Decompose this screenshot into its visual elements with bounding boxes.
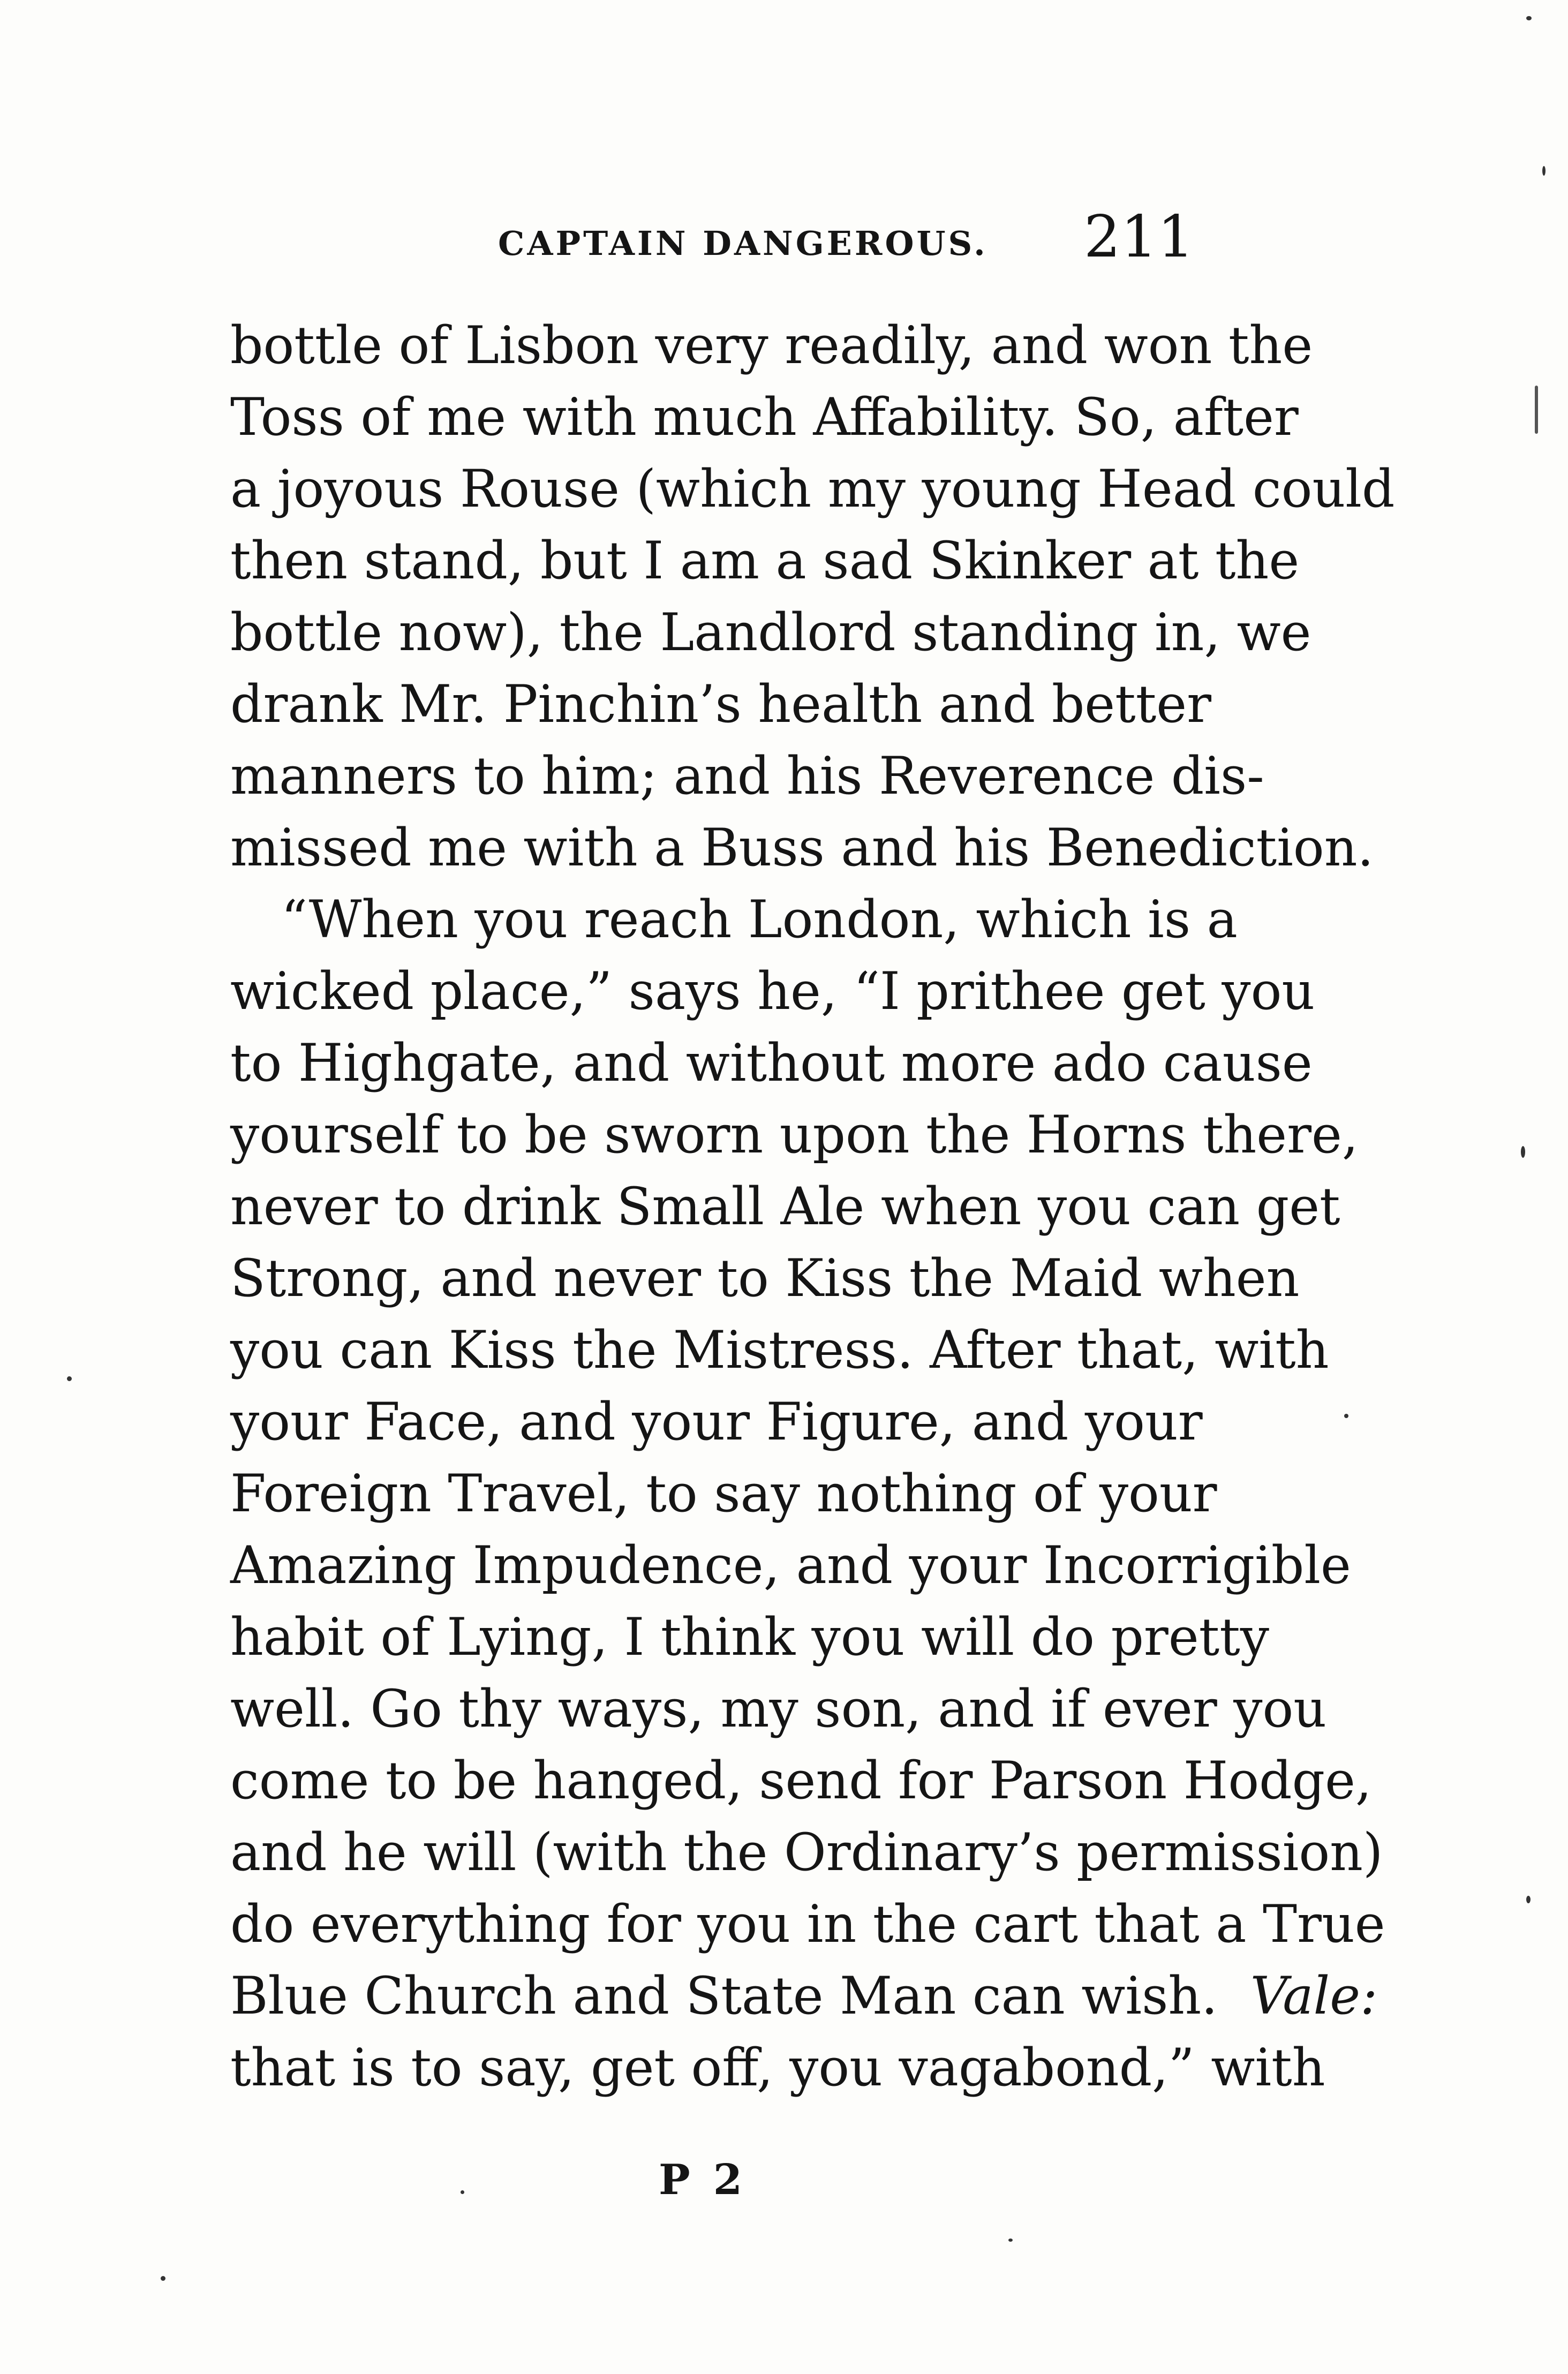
- text-line: wicked place,” says he, “I prithee get you: [230, 961, 1315, 1021]
- paper-speck: [461, 2190, 464, 2194]
- text-line: bottle now), the Landlord standing in, we: [230, 602, 1311, 662]
- text-line: your Face, and your Figure, and your: [230, 1392, 1203, 1452]
- paper-speck: [1526, 1896, 1531, 1903]
- text-line: Toss of me with much Affability. So, after: [230, 387, 1299, 447]
- text-line: then stand, but I am a sad Skinker at the: [230, 531, 1300, 591]
- paper-speck: [161, 2276, 165, 2281]
- paper-speck: [1008, 2239, 1013, 2242]
- italic-word-vale: Vale:: [1250, 1966, 1378, 2026]
- text-line: do everything for you in the cart that a True: [230, 1894, 1385, 1954]
- text-line: you can Kiss the Mistress. After that, with: [230, 1320, 1329, 1380]
- page-number: 211: [1083, 204, 1194, 270]
- paper-speck: [1535, 386, 1538, 434]
- running-head-title: CAPTAIN DANGEROUS.: [498, 224, 988, 263]
- text-line: yourself to be sworn upon the Horns there,: [230, 1105, 1359, 1165]
- text-line: that is to say, get off, you vagabond,” with: [230, 2038, 1325, 2098]
- paper-speck: [1526, 16, 1532, 20]
- text-line: well. Go thy ways, my son, and if ever you: [230, 1679, 1327, 1739]
- text-line: a joyous Rouse (which my young Head could: [230, 459, 1395, 519]
- text-line: habit of Lying, I think you will do pretty: [230, 1607, 1270, 1667]
- text-line: to Highgate, and without more ado cause: [230, 1033, 1313, 1093]
- paper-speck: [1344, 1414, 1348, 1418]
- text-line: come to be hanged, send for Parson Hodge,: [230, 1751, 1372, 1811]
- text-line: manners to him; and his Reverence dis-: [230, 746, 1264, 806]
- paragraph-first-line: “When you reach London, which is a: [281, 890, 1238, 949]
- text-line: missed me with a Buss and his Benediction.: [230, 818, 1374, 878]
- text-line: bottle of Lisbon very readily, and won the: [230, 315, 1313, 375]
- paper-speck: [1521, 1146, 1525, 1158]
- paper-speck: [1542, 166, 1546, 176]
- text-line: Strong, and never to Kiss the Maid when: [230, 1248, 1300, 1308]
- text-line-main: Blue Church and State Man can wish.: [230, 1966, 1218, 2026]
- running-head: [230, 204, 1194, 278]
- text-line: Amazing Impudence, and your Incorrigible: [230, 1535, 1351, 1595]
- paper-speck: [67, 1376, 72, 1381]
- signature-mark: P 2: [659, 2156, 747, 2204]
- body-text: [230, 310, 1395, 2104]
- text-line: never to drink Small Ale when you can get: [230, 1177, 1340, 1237]
- text-line: drank Mr. Pinchin’s health and better: [230, 674, 1211, 734]
- text-line: Foreign Travel, to say nothing of your: [230, 1464, 1217, 1524]
- text-line: [230, 1960, 1378, 2032]
- text-line: and he will (with the Ordinary’s permission): [230, 1822, 1383, 1882]
